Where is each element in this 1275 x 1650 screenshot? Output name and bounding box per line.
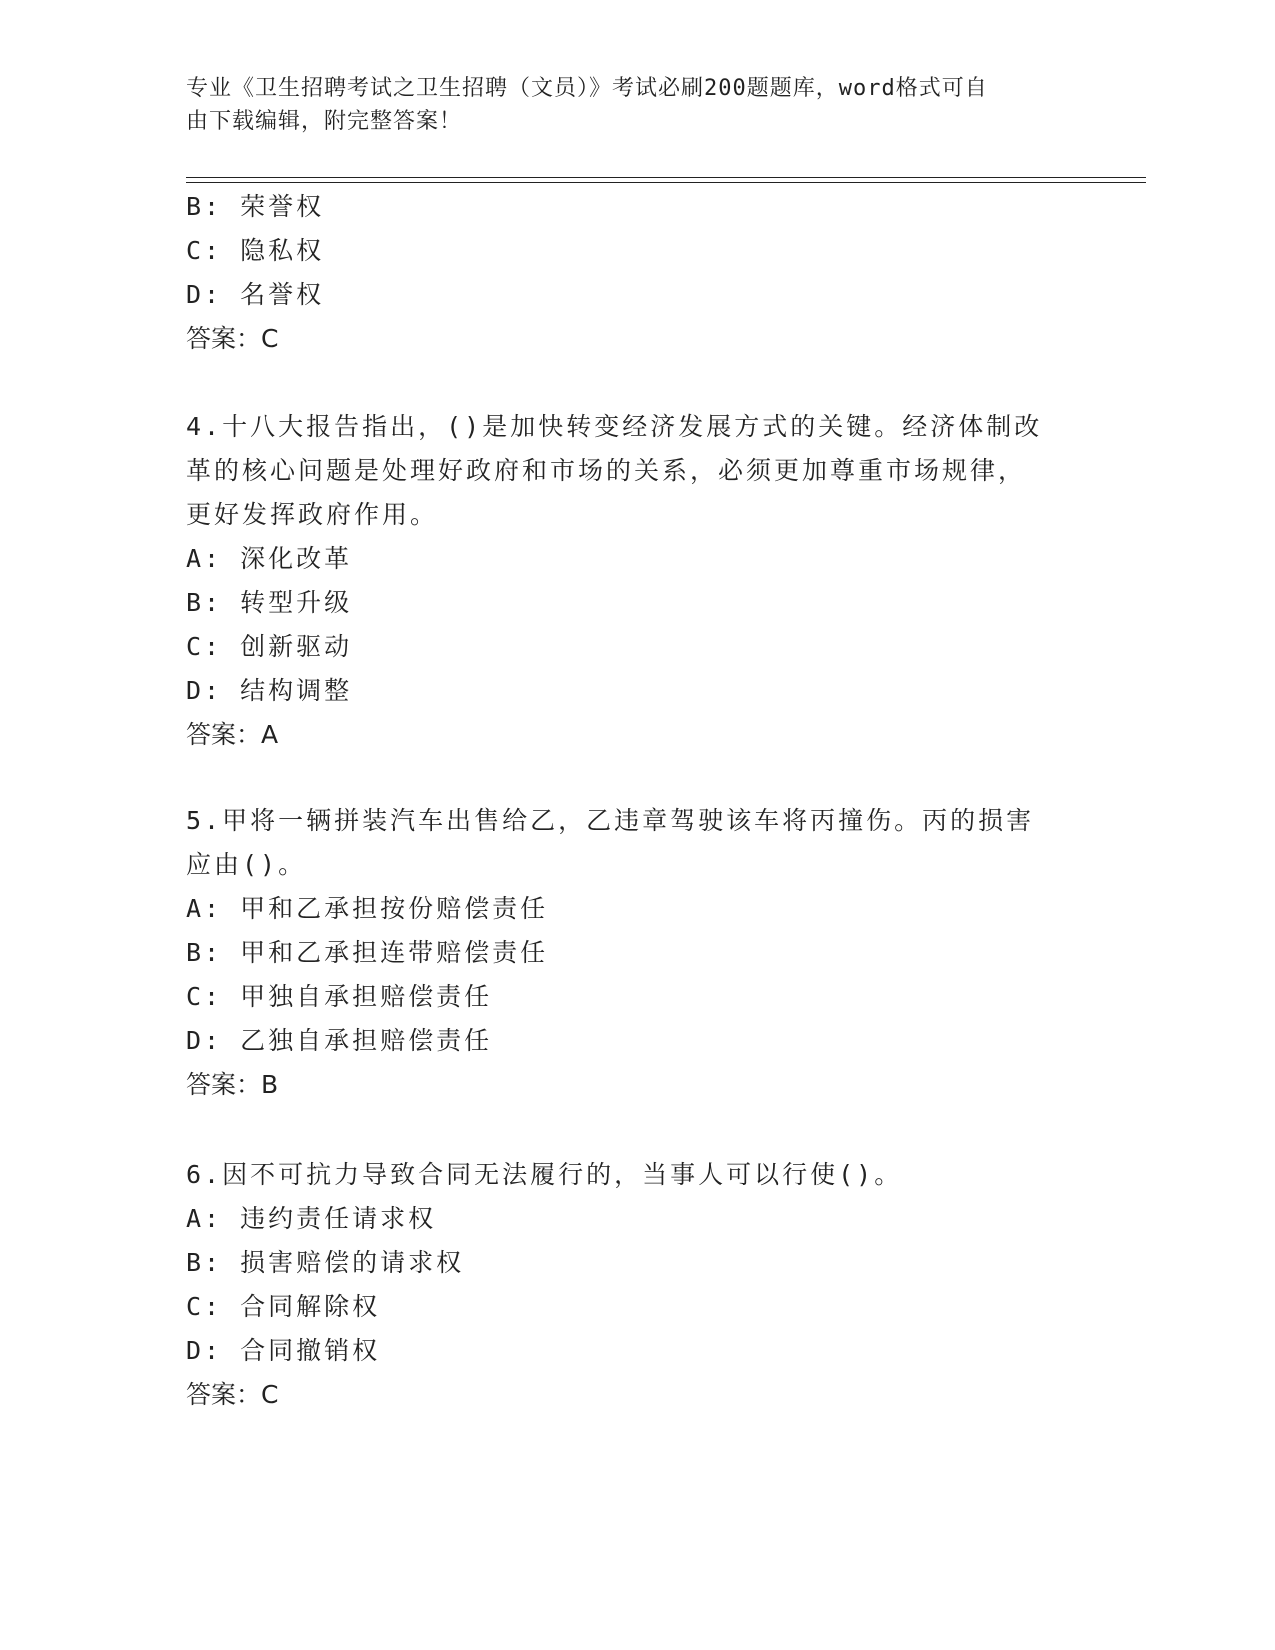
document-header	[186, 72, 1066, 138]
q5-option-b: B: 甲和乙承担连带赔偿责任	[186, 938, 549, 967]
header-divider-top	[186, 177, 1146, 178]
q4-stem-line-2: 革的核心问题是处理好政府和市场的关系，必须更加尊重市场规律，	[186, 456, 1027, 485]
q4-option-a: A: 深化改革	[186, 544, 353, 573]
q5-option-d: D: 乙独自承担赔偿责任	[186, 1026, 493, 1055]
q6-option-b: B: 损害赔偿的请求权	[186, 1248, 465, 1277]
q5-option-c: C: 甲独自承担赔偿责任	[186, 982, 493, 1011]
q6-stem-line-1: 6.因不可抗力导致合同无法履行的，当事人可以行使()。	[186, 1160, 903, 1189]
q4-option-b: B: 转型升级	[186, 588, 353, 617]
q6-answer: 答案：C	[186, 1380, 279, 1409]
q5-answer: 答案：B	[186, 1070, 279, 1099]
header-divider-bottom	[186, 182, 1146, 183]
q3-option-c: C: 隐私权	[186, 236, 325, 265]
q5-option-a: A: 甲和乙承担按份赔偿责任	[186, 894, 549, 923]
q4-answer: 答案：A	[186, 720, 279, 749]
q3-option-d: D: 名誉权	[186, 280, 325, 309]
q4-stem-line-3: 更好发挥政府作用。	[186, 500, 439, 529]
q6-option-a: A: 违约责任请求权	[186, 1204, 437, 1233]
q4-stem-line-1: 4.十八大报告指出，()是加快转变经济发展方式的关键。经济体制改	[186, 412, 1043, 441]
q4-option-c: C: 创新驱动	[186, 632, 353, 661]
q3-option-b: B: 荣誉权	[186, 192, 325, 221]
q6-option-c: C: 合同解除权	[186, 1292, 381, 1321]
q6-option-d: D: 合同撤销权	[186, 1336, 381, 1365]
q5-stem-line-2: 应由()。	[186, 850, 307, 879]
header-line-2: 由下载编辑，附完整答案！	[186, 109, 463, 134]
q4-option-d: D: 结构调整	[186, 676, 353, 705]
header-line-1: 专业《卫生招聘考试之卫生招聘（文员）》考试必刷200题题库，word格式可自	[186, 76, 988, 101]
q3-answer: 答案：C	[186, 324, 279, 353]
q5-stem-line-1: 5.甲将一辆拼装汽车出售给乙，乙违章驾驶该车将丙撞伤。丙的损害	[186, 806, 1035, 835]
